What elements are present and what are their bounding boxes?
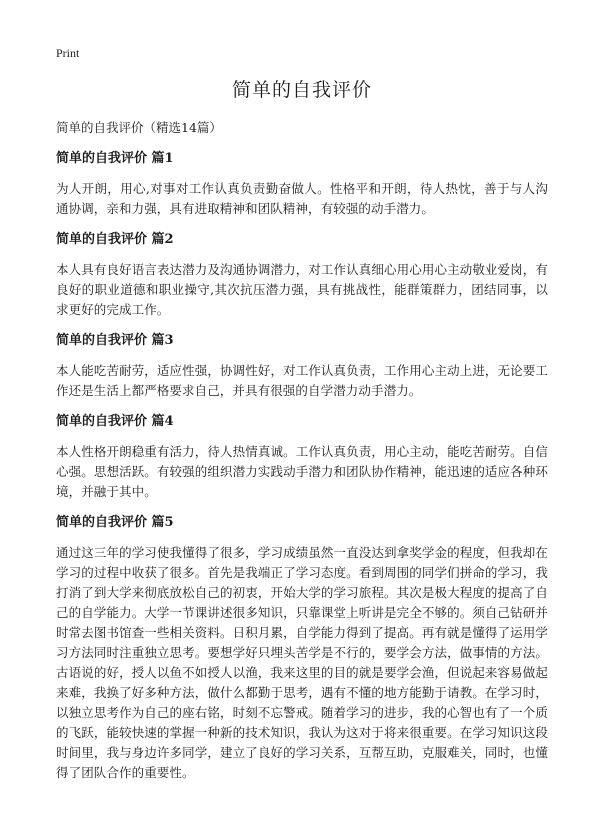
section-body: 本人具有良好语言表达潜力及沟通协调潜力，对工作认真细心用心用心主动敬业爱岗，有良好的职业道德和职业操守,其次抗压潜力强，具有挑战性，能群策群力，团结同事，以求更好的完成工作。 [56,262,548,317]
section-body: 通过这三年的学习使我懂得了很多，学习成绩虽然一直没达到拿奖学金的程度，但我却在学习的过程中收获了很多。首先是我端正了学习态度。看到周围的同学们拼命的学习，我打消了到大学来彻底放松自己的初衷，开始大学的学习旅程。其次是极大程度的提高了自己的自学能力。大学一节课讲述很多知识，只靠课堂上听讲是完全不够的。须自己钻研并时常去图书馆查一些相关资料。日积月累，自学能力得到了提高。再有就是懂得了运用学习方法同时注重独立思考。要想学好只埋头苦学是不行的，要学会方法，做事情的方法。古语说的好，授人以鱼不如授人以渔，我来这里的目的就是要学会渔，但说起来容易做起来难，我换了好多种方法，做什么都勤于思考，遇有不懂的地方能勤于请教。在学习时，以独立思考作为自己的座右铭，时刻不忘警戒。随着学习的进步，我的心智也有了一个质的飞跃，能较快速的掌握一种新的技术知识，我认为这对于将来很重要。在学习知识这段时间里，我与身边许多同学，建立了良好的学习关系，互帮互助，克服难关，同时，也懂得了团队合作的重要性。 [56,545,548,780]
page-title: 简单的自我评价 [231,79,372,101]
section-heading: 简单的自我评价 篇1 [56,151,174,166]
section-3 [56,332,548,401]
section-5 [56,514,548,783]
section-heading: 简单的自我评价 篇4 [56,414,174,429]
section-4 [56,413,548,502]
section-body: 为人开朗，用心,对事对工作认真负责勤奋做人。性格平和开朗，待人热忱，善于与人沟通协调，亲和力强，具有进取精神和团队精神，有较强的动手潜力。 [56,181,548,216]
document-subtitle: 简单的自我评价（精选14篇） [56,120,222,135]
section-heading: 简单的自我评价 篇5 [56,515,174,530]
section-heading: 简单的自我评价 篇2 [56,232,174,247]
print-link[interactable]: Print [56,46,80,60]
section-heading: 简单的自我评价 篇3 [56,333,174,348]
section-2 [56,231,548,320]
section-body: 本人性格开朗稳重有活力，待人热情真诚。工作认真负责，用心主动，能吃苦耐劳。自信心强。思想活跃。有较强的组织潜力实践动手潜力和团队协作精神，能迅速的适应各种环境，并融于其中。 [56,444,548,499]
section-body: 本人能吃苦耐劳，适应性强，协调性好，对工作认真负责，工作用心主动上进，无论要工作还是生活上都严格要求自己，并具有很强的自学潜力动手潜力。 [56,363,548,398]
section-1 [56,150,548,219]
